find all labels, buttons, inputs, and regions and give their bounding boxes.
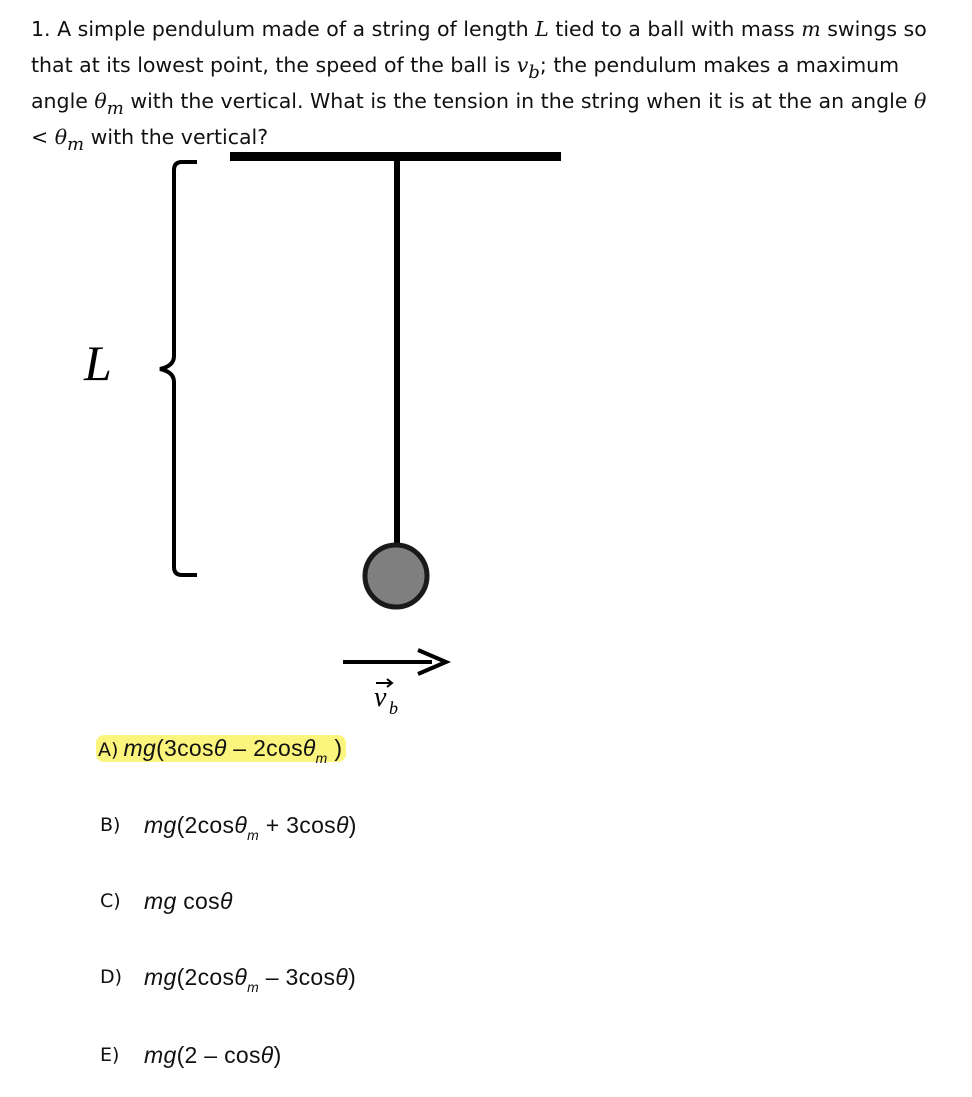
question-segment: with the vertical? bbox=[84, 125, 269, 149]
length-label: L bbox=[84, 335, 112, 391]
var-theta: θ bbox=[913, 89, 927, 113]
choice-d[interactable] bbox=[100, 960, 356, 994]
choice-b[interactable] bbox=[100, 808, 357, 842]
var-L: L bbox=[535, 17, 549, 41]
choice-letter: A) bbox=[98, 738, 119, 761]
question-segment: with the vertical. What is the tension in the string when it is at the an angle bbox=[123, 89, 914, 113]
choice-a[interactable] bbox=[100, 731, 346, 765]
var-theta: θ bbox=[94, 89, 107, 113]
question-segment: angle bbox=[31, 89, 95, 113]
question-number: 1. bbox=[31, 17, 51, 41]
question-segment: ; the pendulum makes a maximum bbox=[539, 53, 900, 77]
choice-letter: B) bbox=[100, 814, 121, 836]
choice-e-formula: mg(2 – cosθ) bbox=[144, 1041, 282, 1068]
choice-a-formula: mg(3cosθ – 2cosθ$_m$ ) bbox=[123, 734, 343, 766]
choice-letter: D) bbox=[100, 966, 123, 988]
pendulum-ball bbox=[365, 545, 427, 607]
var-v: v bbox=[516, 53, 529, 77]
var-m: m bbox=[801, 17, 821, 41]
choice-a-highlight bbox=[96, 734, 346, 766]
question-segment: that at its lowest point, the speed of the ball is bbox=[31, 53, 517, 77]
choice-c-formula: mg cosθ bbox=[144, 887, 233, 914]
var-theta: θ bbox=[54, 125, 68, 149]
choice-d-formula: mg(2cosθ$_m$ – 3cosθ) bbox=[144, 963, 357, 995]
choice-b-formula: mg(2cosθ$_m$ + 3cosθ) bbox=[144, 811, 357, 843]
pendulum-string bbox=[394, 158, 400, 550]
velocity-label-sub: b bbox=[389, 698, 398, 718]
var-m-sub: m bbox=[67, 134, 85, 155]
choice-letter: C) bbox=[100, 890, 121, 912]
choice-e[interactable] bbox=[100, 1038, 282, 1072]
length-brace bbox=[160, 162, 197, 575]
choice-letter: E) bbox=[100, 1044, 120, 1066]
velocity-label: v bbox=[374, 682, 387, 713]
choice-c[interactable] bbox=[100, 884, 233, 918]
question-segment: tied to a ball with mass bbox=[548, 17, 802, 41]
var-m-sub: m bbox=[106, 98, 124, 119]
question-segment: A simple pendulum made of a string of length bbox=[57, 17, 536, 41]
var-b-sub: b bbox=[528, 62, 540, 83]
question-segment: swings so bbox=[820, 17, 927, 41]
question-segment: < bbox=[31, 125, 55, 149]
